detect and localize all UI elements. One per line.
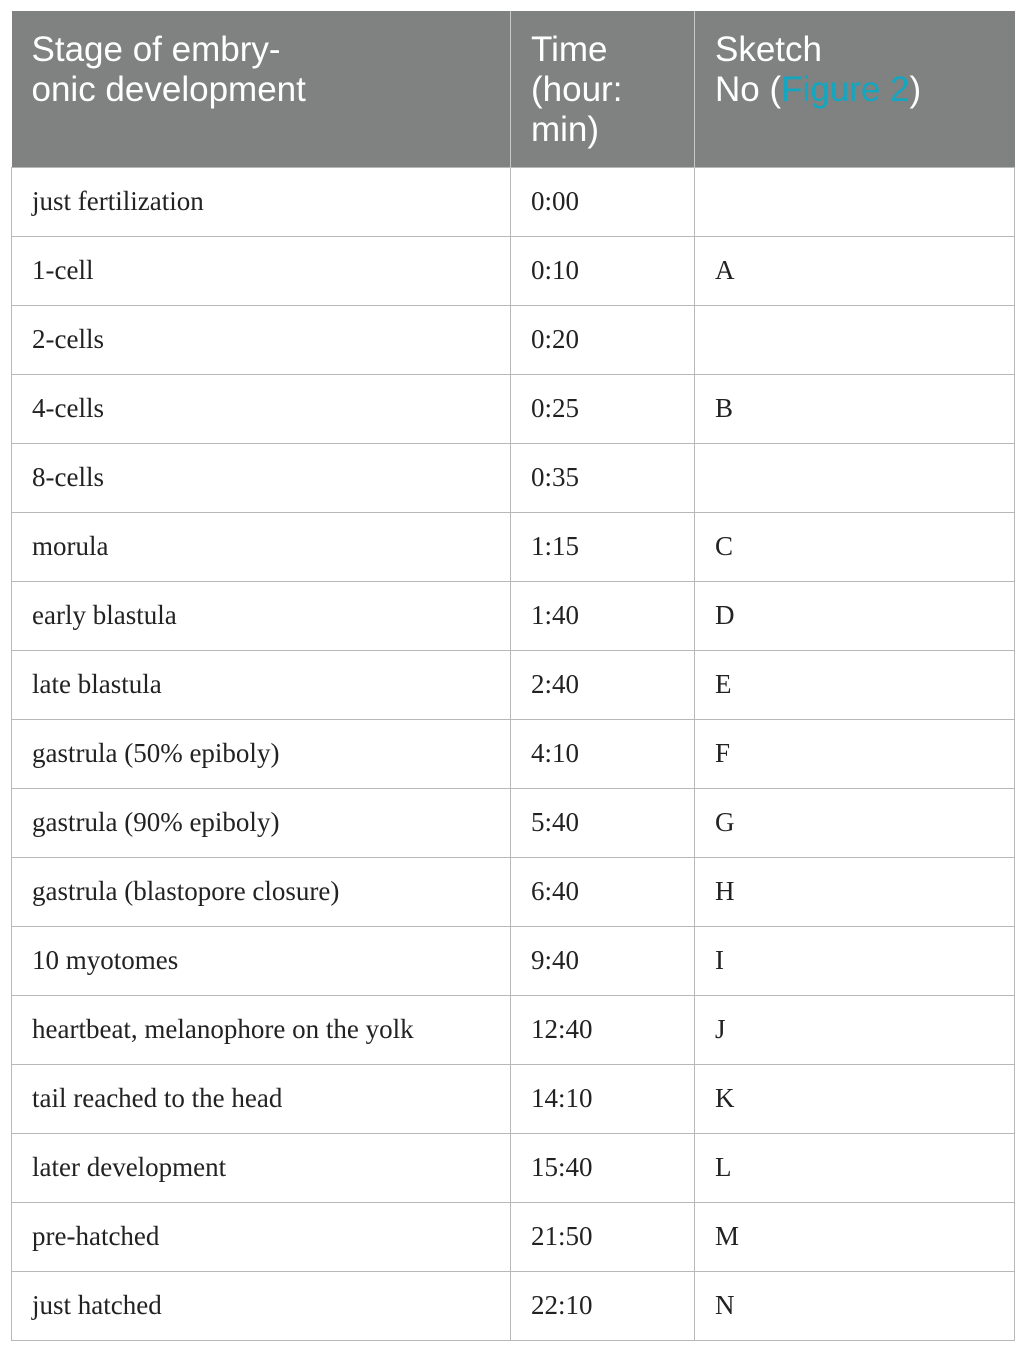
table-row: [12, 581, 1015, 650]
stage-cell: just fertilization: [12, 167, 511, 236]
sketch-cell: [695, 443, 1015, 512]
sketch-cell: N: [695, 1271, 1015, 1340]
sketch-cell: J: [695, 995, 1015, 1064]
time-cell: 1:15: [511, 512, 695, 581]
table-row: [12, 788, 1015, 857]
table-row: [12, 1133, 1015, 1202]
stage-cell: tail reached to the head: [12, 1064, 511, 1133]
time-cell: 21:50: [511, 1202, 695, 1271]
sketch-cell: C: [695, 512, 1015, 581]
sketch-cell: A: [695, 236, 1015, 305]
header-time: [511, 11, 695, 167]
stage-cell: 1-cell: [12, 236, 511, 305]
stage-cell: late blastula: [12, 650, 511, 719]
stage-cell: early blastula: [12, 581, 511, 650]
sketch-cell: F: [695, 719, 1015, 788]
table-row: [12, 1202, 1015, 1271]
sketch-cell: G: [695, 788, 1015, 857]
table-row: [12, 995, 1015, 1064]
header-sketch-line2: [715, 70, 997, 110]
sketch-cell: M: [695, 1202, 1015, 1271]
stage-cell: heartbeat, melanophore on the yolk: [12, 995, 511, 1064]
sketch-cell: H: [695, 857, 1015, 926]
stage-cell: 10 myotomes: [12, 926, 511, 995]
stage-cell: gastrula (50% epiboly): [12, 719, 511, 788]
time-cell: 0:35: [511, 443, 695, 512]
table-row: [12, 857, 1015, 926]
time-cell: 0:25: [511, 374, 695, 443]
time-cell: 0:20: [511, 305, 695, 374]
header-time-line1: Time: [531, 30, 608, 69]
sketch-cell: [695, 305, 1015, 374]
header-stage-line2: onic development: [31, 70, 306, 109]
header-time-line2: (hour:: [531, 70, 623, 109]
time-cell: 4:10: [511, 719, 695, 788]
sketch-cell: I: [695, 926, 1015, 995]
sketch-cell: K: [695, 1064, 1015, 1133]
stage-cell: just hatched: [12, 1271, 511, 1340]
time-cell: 0:10: [511, 236, 695, 305]
table-row: [12, 650, 1015, 719]
time-cell: 1:40: [511, 581, 695, 650]
time-cell: 2:40: [511, 650, 695, 719]
sketch-cell: D: [695, 581, 1015, 650]
header-sketch-line1: Sketch: [715, 30, 822, 69]
stage-cell: morula: [12, 512, 511, 581]
time-cell: 14:10: [511, 1064, 695, 1133]
stage-cell: gastrula (blastopore closure): [12, 857, 511, 926]
stage-cell: gastrula (90% epiboly): [12, 788, 511, 857]
table-row: [12, 305, 1015, 374]
header-stage: [12, 11, 511, 167]
stage-cell: 8-cells: [12, 443, 511, 512]
header-time-line3: min): [531, 110, 600, 149]
table-row: [12, 719, 1015, 788]
table-row: [12, 443, 1015, 512]
stage-cell: later development: [12, 1133, 511, 1202]
header-sketch-suffix: ): [909, 70, 922, 109]
table-row: [12, 1271, 1015, 1340]
sketch-cell: B: [695, 374, 1015, 443]
stage-cell: pre-hatched: [12, 1202, 511, 1271]
table-body: [12, 167, 1015, 1340]
time-cell: 12:40: [511, 995, 695, 1064]
sketch-cell: E: [695, 650, 1015, 719]
sketch-cell: L: [695, 1133, 1015, 1202]
time-cell: 9:40: [511, 926, 695, 995]
time-cell: 15:40: [511, 1133, 695, 1202]
stage-cell: 4-cells: [12, 374, 511, 443]
table-row: [12, 236, 1015, 305]
figure-2-link[interactable]: Figure 2: [781, 70, 910, 109]
table-row: [12, 512, 1015, 581]
time-cell: 0:00: [511, 167, 695, 236]
table-row: [12, 374, 1015, 443]
sketch-cell: [695, 167, 1015, 236]
table-row: [12, 1064, 1015, 1133]
embryonic-development-table: [11, 11, 1015, 1341]
table-row: [12, 167, 1015, 236]
stage-cell: 2-cells: [12, 305, 511, 374]
time-cell: 22:10: [511, 1271, 695, 1340]
header-sketch-prefix: No (: [715, 70, 782, 109]
header-row: [12, 11, 1015, 167]
table-header: [12, 11, 1015, 167]
time-cell: 6:40: [511, 857, 695, 926]
header-sketch: [695, 11, 1015, 167]
table-row: [12, 926, 1015, 995]
header-stage-line1: Stage of embry-: [31, 30, 281, 69]
time-cell: 5:40: [511, 788, 695, 857]
